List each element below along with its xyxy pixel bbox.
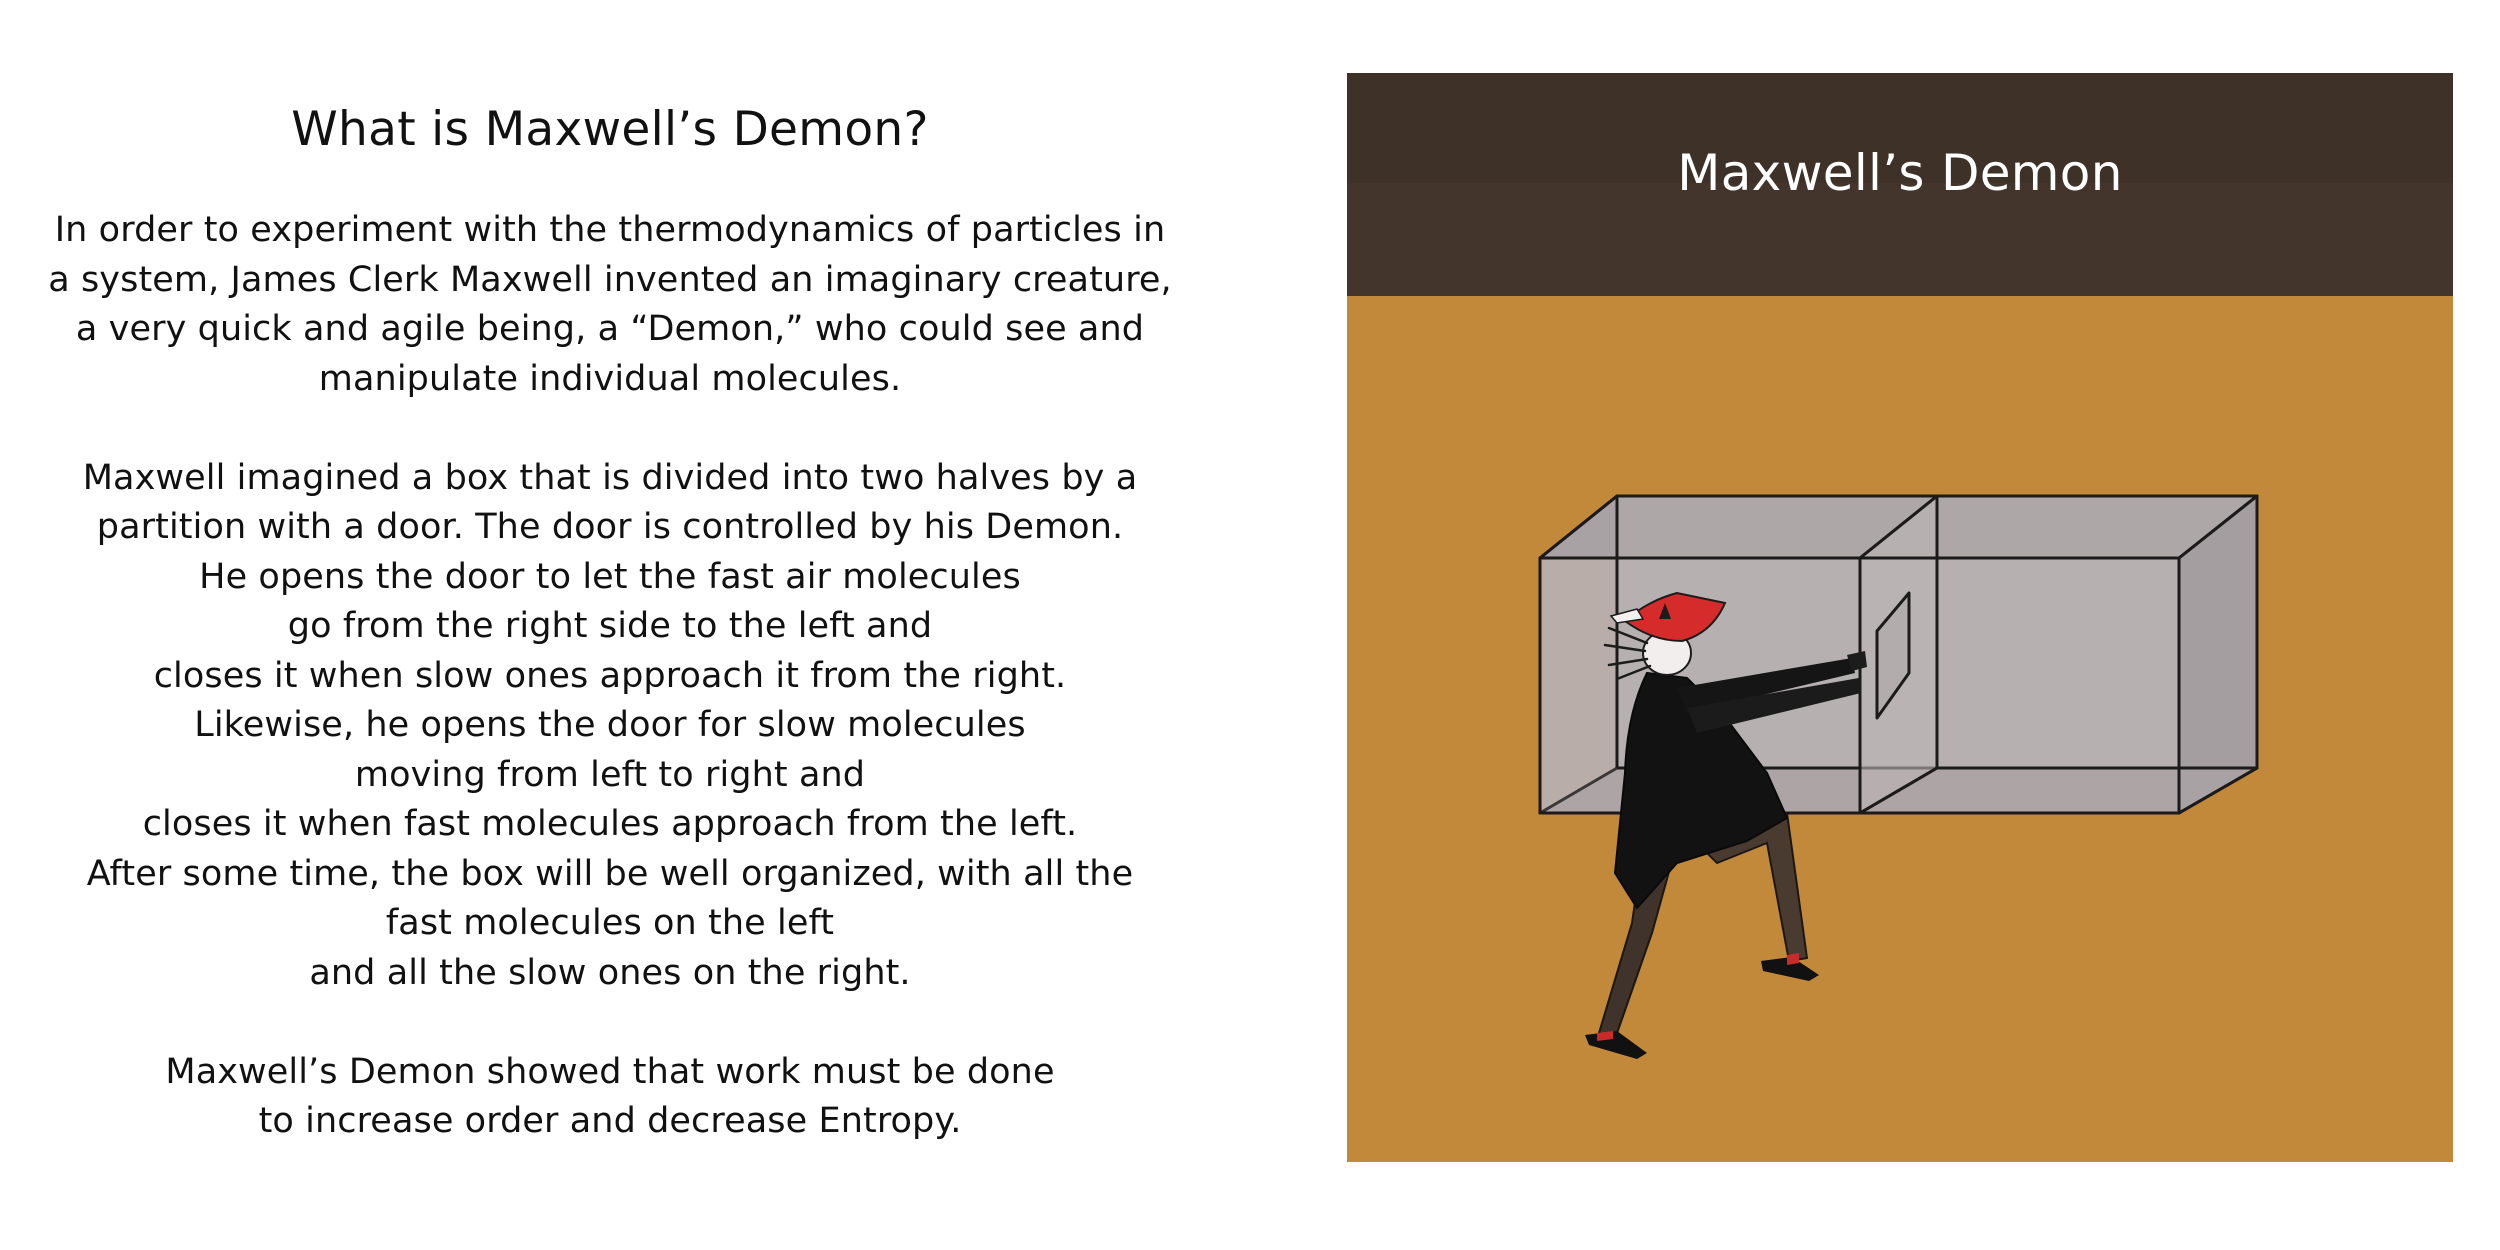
text-line: a system, James Clerk Maxwell invented an imaginary creature,: [48, 259, 1172, 300]
text-line: He opens the door to let the fast air molecules: [199, 556, 1021, 597]
text-line: fast molecules on the left: [385, 903, 835, 943]
text-line: Maxwell imagined a box that is divided into two halves by a: [82, 457, 1138, 498]
text-line: partition with a door. The door is controlled by his Demon.: [96, 507, 1124, 547]
text-line: After some time, the box will be well organized, with all the: [86, 853, 1134, 894]
illustration-title: Maxwell’s Demon: [1677, 144, 2123, 202]
paragraph-conclusion: [30, 1048, 1190, 1147]
paragraph-intro: [30, 206, 1190, 404]
demon-illustration: [1347, 73, 2453, 1162]
text-line: moving from left to right and: [354, 754, 866, 795]
text-page: [30, 100, 1190, 1147]
text-line: a very quick and agile being, a “Demon,” who could see and: [75, 309, 1145, 349]
text-line: closes it when slow ones approach it from the right.: [153, 655, 1067, 696]
page-heading: What is Maxwell’s Demon?: [291, 102, 929, 157]
text-line: to increase order and decrease Entropy.: [258, 1101, 962, 1141]
text-line: manipulate individual molecules.: [318, 358, 902, 399]
text-line: and all the slow ones on the right.: [309, 952, 911, 993]
text-line: Likewise, he opens the door for slow molecules: [194, 705, 1026, 745]
text-line: In order to experiment with the thermodynamics of particles in: [54, 210, 1166, 250]
illustration-artwork: [1347, 73, 2453, 1162]
text-line: go from the right side to the left and: [287, 606, 933, 646]
text-line: closes it when fast molecules approach from the left.: [142, 804, 1078, 844]
paragraph-box-description: [30, 454, 1190, 999]
demon-sock: [1787, 953, 1799, 965]
text-line: Maxwell’s Demon showed that work must be done: [165, 1051, 1055, 1092]
